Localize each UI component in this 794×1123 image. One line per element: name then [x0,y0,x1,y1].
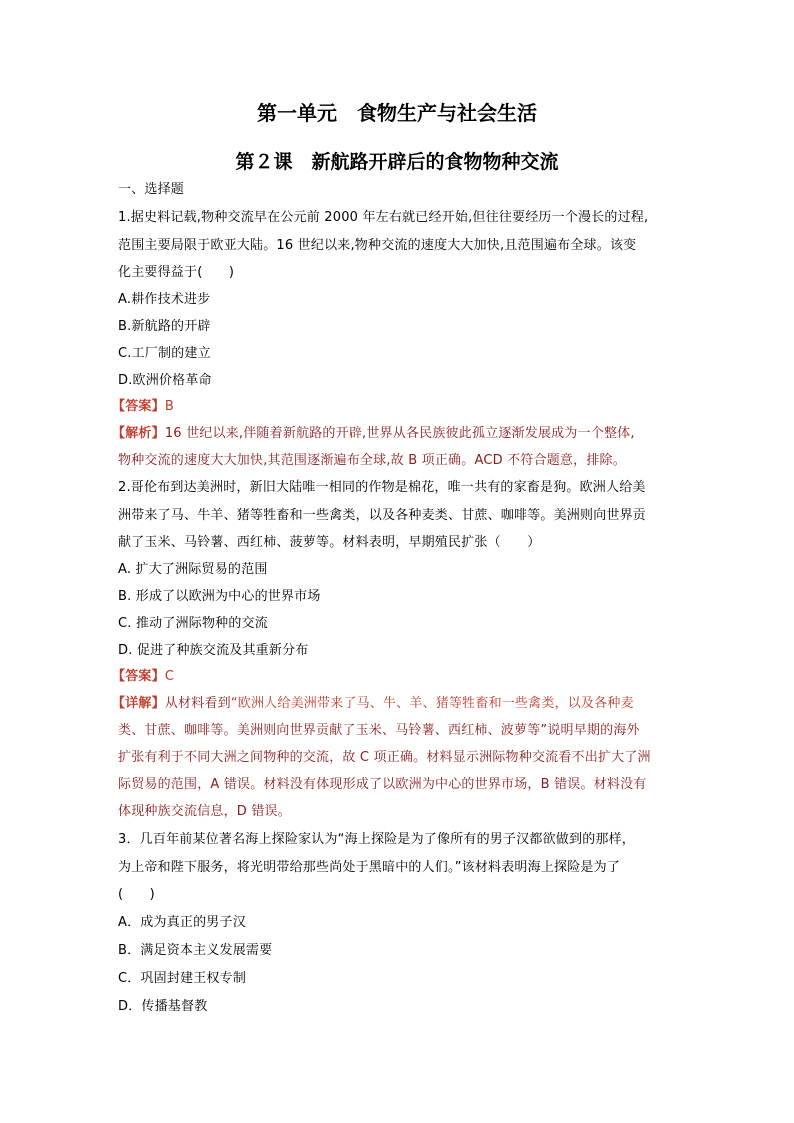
answer-value: B [164,399,174,414]
q1-option-b: B.新航路的开辟 [118,319,211,334]
analysis-quote: “欧洲人给美洲带来了马、牛、羊、猪等牲畜和一些禽类，以及各种麦 [230,696,634,711]
section-heading: 一、选择题 [118,182,185,197]
analysis-text: 从材料看到 [164,696,231,711]
q2-option-a: A. 扩大了洲际贸易的范围 [118,562,268,577]
q2-analysis-line: 扩张有利于不同大洲之间物种的交流，故 C 项正确。材料显示洲际物种交流看不出扩大了洲 [118,750,651,765]
lesson-title: 第２课 新航路开辟后的食物物种交流 [235,151,559,173]
answer-tag: 【答案】 [112,669,165,684]
q3-option-d: D．传播基督教 [118,999,208,1014]
q2-analysis-line: 体现种族交流信息，D 错误。 [118,804,291,819]
q2-analysis-line: 际贸易的范围，A 错误。材料没有体现形成了以欧洲为中心的世界市场，B 错误。材料没有 [118,777,647,792]
q1-analysis [112,425,692,443]
q1-stem-line: 化主要得益于( ) [118,265,235,280]
q1-answer [112,398,692,416]
q2-analysis-line: 类、甘蔗、咖啡等。美洲则向世界贡献了玉米、马铃薯、西红柿、波萝等”说明早期的海外 [118,723,640,738]
q3-stem-line: 为上帝和陛下服务，将光明带给那些尚处于黑暗中的人们。”该材料表明海上探险是为了 [118,860,621,875]
analysis-text: 16 世纪以来,伴随着新航路的开辟,世界从各民族彼此孤立逐渐发展成为一个整体, [164,426,635,441]
q2-option-b: B. 形成了以欧洲为中心的世界市场 [118,589,321,604]
answer-tag: 【答案】 [112,399,165,414]
q1-stem-line: 1.据史料记载,物种交流早在公元前 2000 年左右就已经开始,但往往要经历一个漫长的过程, [118,210,649,225]
q3-option-c: C．巩固封建王权专制 [118,971,247,986]
q2-option-c: C. 推动了洲际物种的交流 [118,616,268,631]
q2-stem-line: 2.哥伦布到达美洲时，新旧大陆唯一相同的作物是棉花，唯一共有的家畜是狗。欧洲人给美 [118,480,646,495]
q2-analysis [112,695,692,713]
q1-analysis-line: 物种交流的速度大大加快,其范围逐渐遍布全球,故 B 项正确。ACD 不符合题意，排除。 [118,453,626,468]
q3-option-a: A．成为真正的男子汉 [118,915,246,930]
q1-option-c: C.工厂制的建立 [118,346,211,361]
unit-title: 第一单元 食物生产与社会生活 [257,101,537,125]
q3-option-b: B．满足资本主义发展需要 [118,943,273,958]
q2-answer [112,668,692,686]
q3-stem-line: 3．几百年前某位著名海上探险家认为“海上探险是为了像所有的男子汉都欲做到的那样， [118,832,636,847]
q1-stem-line: 范围主要局限于欧亚大陆。16 世纪以来,物种交流的速度大大加快,且范围遍布全球。该变 [118,238,637,253]
answer-value: C [164,669,175,684]
q1-option-a: A.耕作技术进步 [118,292,211,307]
q1-option-d: D.欧洲价格革命 [118,373,212,388]
analysis-tag: 【解析】 [112,426,165,441]
q3-stem-line: ( ) [118,887,155,902]
q2-stem-line: 献了玉米、马铃薯、西红柿、菠萝等。材料表明，早期殖民扩张（ ） [118,535,541,550]
q2-stem-line: 洲带来了马、牛羊、猪等牲畜和一些禽类，以及各种麦类、甘蔗、咖啡等。美洲则向世界贡 [118,508,647,523]
q2-option-d: D. 促进了种族交流及其重新分布 [118,643,309,658]
analysis-tag: 【详解】 [112,696,165,711]
